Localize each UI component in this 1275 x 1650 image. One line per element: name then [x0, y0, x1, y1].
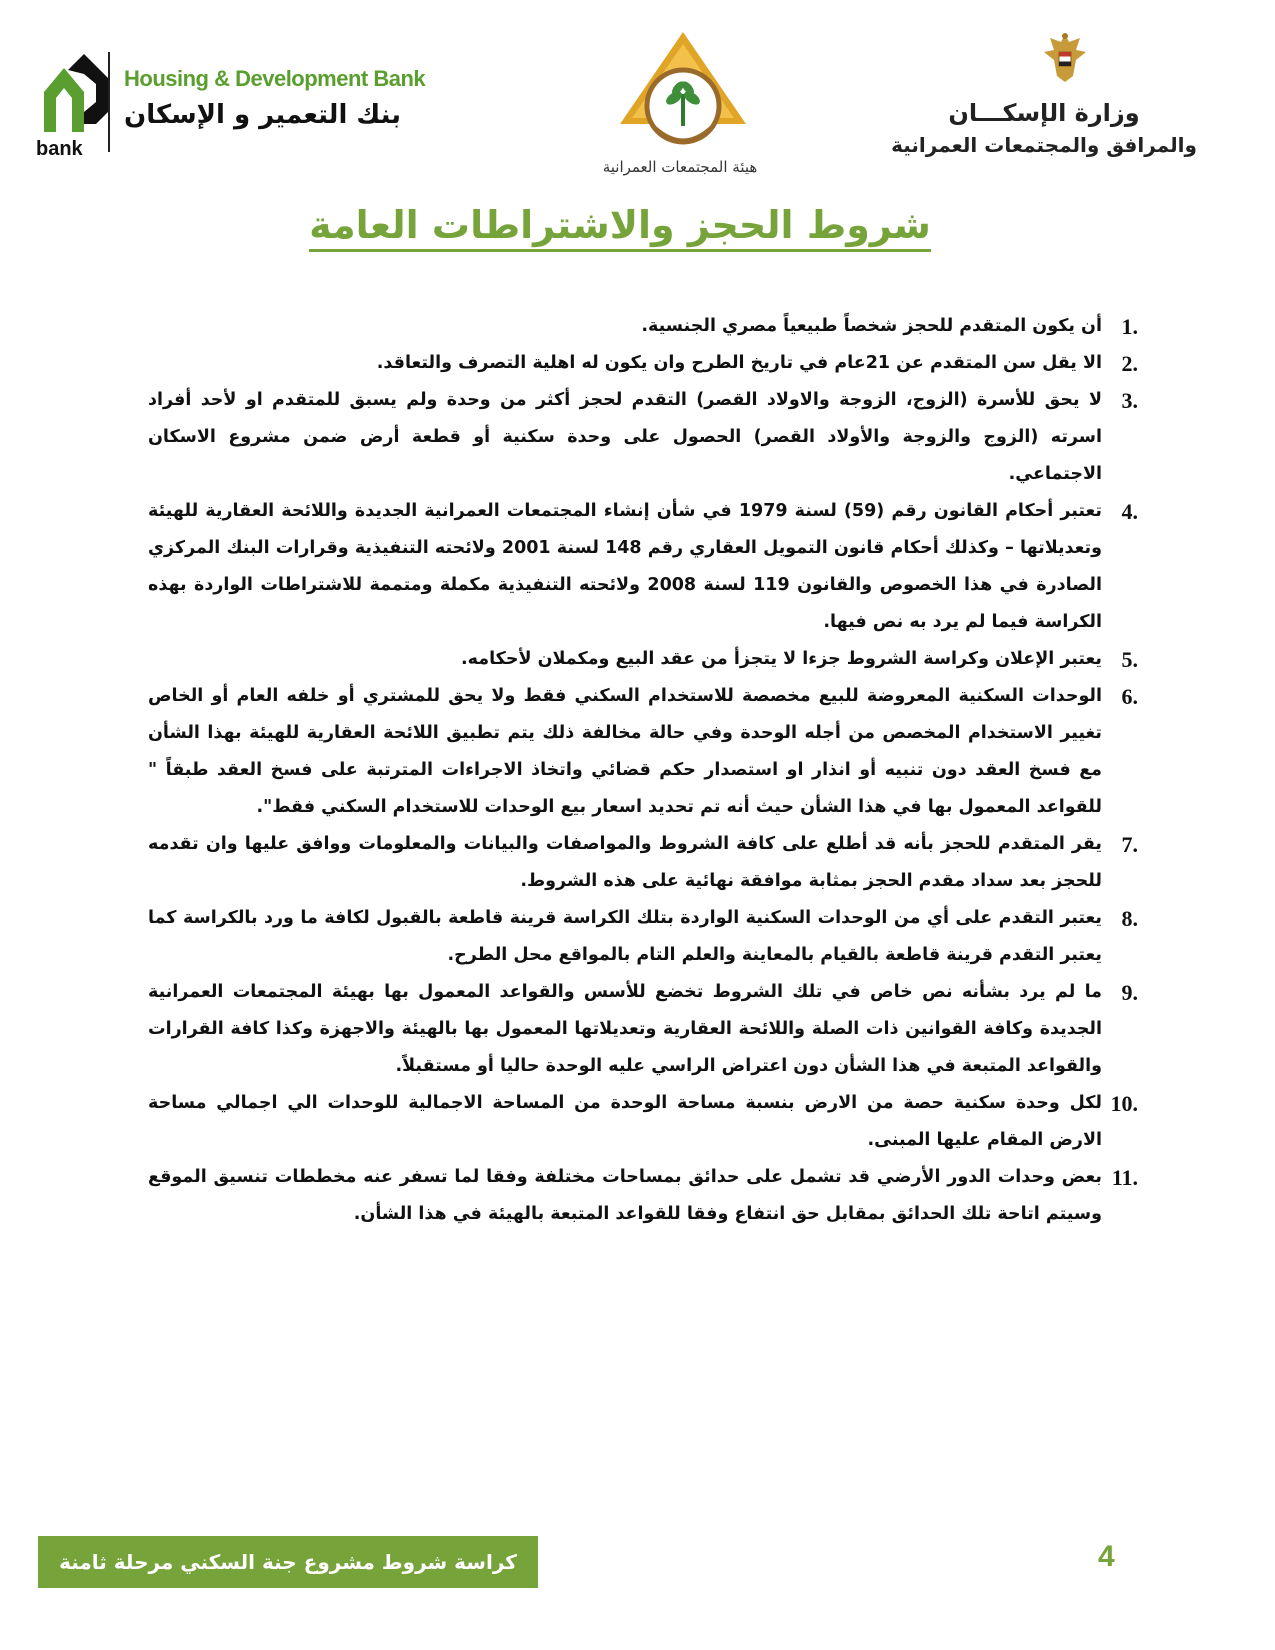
list-item	[148, 826, 1138, 900]
item-number: 3.	[1121, 388, 1138, 413]
page-number: 4	[1098, 1540, 1115, 1573]
page-title	[300, 200, 940, 250]
list-item	[148, 974, 1138, 1085]
bank-name-ar: بنك التعمير و الإسكان	[124, 100, 401, 130]
item-number: 7.	[1121, 832, 1138, 857]
list-item	[148, 345, 1138, 382]
logo-divider	[108, 52, 110, 152]
list-item	[148, 382, 1138, 493]
page-title-text: شروط الحجز والاشتراطات العامة	[309, 203, 931, 252]
egypt-eagle-emblem-icon	[1040, 28, 1090, 86]
item-text: ما لم يرد بشأنه نص خاص في تلك الشروط تخضع للأسس والقواعد المعمول بها بهيئة المجتمعات العمرانية الجديدة وكافة القوانين ذات الصلة واللائحة العقارية وتعديلاتها المعمول بها بالهيئة والاجهزة وكذا كافة القرارات والقواعد المتبعة في هذا الشأن دون اعتراض الراسي عليه الوحدة حاليا أو مستقبلاً.	[148, 982, 1102, 1076]
item-text: لا يحق للأسرة (الزوج، الزوجة والاولاد القصر) التقدم لحجز أكثر من وحدة ولم يسبق للمتقدم او لأحد أفراد اسرته (الزوج والزوجة والأولاد القصر) الحصول على وحدة سكنية أو قطعة أرض ضمن مشروع الاسكان الاجتماعي.	[148, 390, 1102, 484]
item-number: 6.	[1121, 684, 1138, 709]
item-number: 5.	[1121, 647, 1138, 672]
item-text: يعتبر الإعلان وكراسة الشروط جزءا لا يتجزأ من عقد البيع ومكملان لأحكامه.	[461, 649, 1102, 669]
item-number: 8.	[1121, 906, 1138, 931]
item-text: الا يقل سن المتقدم عن 21عام في تاريخ الطرح وان يكون له اهلية التصرف والتعاقد.	[376, 353, 1102, 373]
item-number: 9.	[1121, 980, 1138, 1005]
item-text: أن يكون المتقدم للحجز شخصاً طبيعياً مصري الجنسية.	[641, 316, 1102, 336]
item-text: بعض وحدات الدور الأرضي قد تشمل على حدائق بمساحات مختلفة وفقا لما تسفر عنه مخططات تنسيق الموقع وسيتم اتاحة تلك الحدائق بمقابل حق انتفاع وفقا للقواعد المتبعة بالهيئة في هذا الشأن.	[148, 1167, 1102, 1224]
list-item	[148, 1159, 1138, 1233]
list-item	[148, 641, 1138, 678]
item-number: 4.	[1121, 499, 1138, 524]
list-item	[148, 493, 1138, 641]
item-number: 1.	[1121, 314, 1138, 339]
item-text: يعتبر التقدم على أي من الوحدات السكنية الواردة بتلك الكراسة قرينة قاطعة بالقبول لكافة ما ورد بالكراسة كما يعتبر التقدم قرينة قاطعة بالقيام بالمعاينة والعلم التام بالمواقع محل الطرح.	[148, 908, 1102, 965]
item-text: لكل وحدة سكنية حصة من الارض بنسبة مساحة الوحدة من المساحة الاجمالية للوحدات الي اجمالي مساحة الارض المقام عليها المبنى.	[148, 1093, 1102, 1150]
item-number: 11.	[1111, 1165, 1138, 1190]
list-item	[148, 900, 1138, 974]
list-item	[148, 308, 1138, 345]
item-text: تعتبر أحكام القانون رقم (59) لسنة 1979 في شأن إنشاء المجتمعات العمرانية الجديدة واللائحة العقارية للهيئة وتعديلاتها – وكذلك أحكام قانون التمويل العقاري رقم 148 لسنة 2001 ولائحته التنفيذية وقرارات البنك المركزي الصادرة في هذا الخصوص والقانون 119 لسنة 2008 ولائحته التنفيذية مكملة ومتممة للاشتراطات الواردة بهذه الكراسة فيما لم يرد به نص فيها.	[148, 501, 1103, 632]
list-item	[148, 1085, 1138, 1159]
item-number: 10.	[1110, 1091, 1138, 1116]
ministry-line-2: والمرافق والمجتمعات العمرانية	[891, 133, 1197, 157]
ministry-name	[879, 96, 1209, 160]
authority-caption: هيئة المجتمعات العمرانية	[602, 158, 758, 176]
footer-booklet-title-text: كراسة شروط مشروع جنة السكني مرحلة ثامنة	[59, 1550, 517, 1574]
footer-booklet-title	[38, 1536, 538, 1588]
conditions-list	[148, 308, 1138, 1233]
bank-wordmark: bank	[36, 138, 83, 160]
item-number: 2.	[1121, 351, 1138, 376]
list-item	[148, 678, 1138, 826]
bank-name-en: Housing & Development Bank	[124, 66, 426, 91]
ministry-line-1: وزارة الإسكـــان	[948, 99, 1140, 127]
item-text: الوحدات السكنية المعروضة للبيع مخصصة للاستخدام السكني فقط ولا يحق للمشتري أو خلفه العام أو الخاص تغيير الاستخدام المخصص من أجله الوحدة وفي حالة مخالفة ذلك يتم تطبيق اللائحة العقارية للهيئة بهذا الشأن مع فسخ العقد دون تنبيه أو انذار او استصدار حكم قضائي واتخاذ الاجراءات المترتبة على فسخ العقد طبقاً " للقواعد المعمول بها في هذا الشأن حيث أنه تم تحديد اسعار بيع الوحدات للاستخدام السكني فقط".	[148, 686, 1102, 817]
nuca-pyramid-logo-icon	[608, 28, 758, 168]
item-text: يقر المتقدم للحجز بأنه قد أطلع على كافة الشروط والمواصفات والبيانات والمعلومات ووافق عليها وان تقدمه للحجز بعد سداد مقدم الحجز بمثابة موافقة نهائية على هذه الشروط.	[148, 834, 1102, 891]
